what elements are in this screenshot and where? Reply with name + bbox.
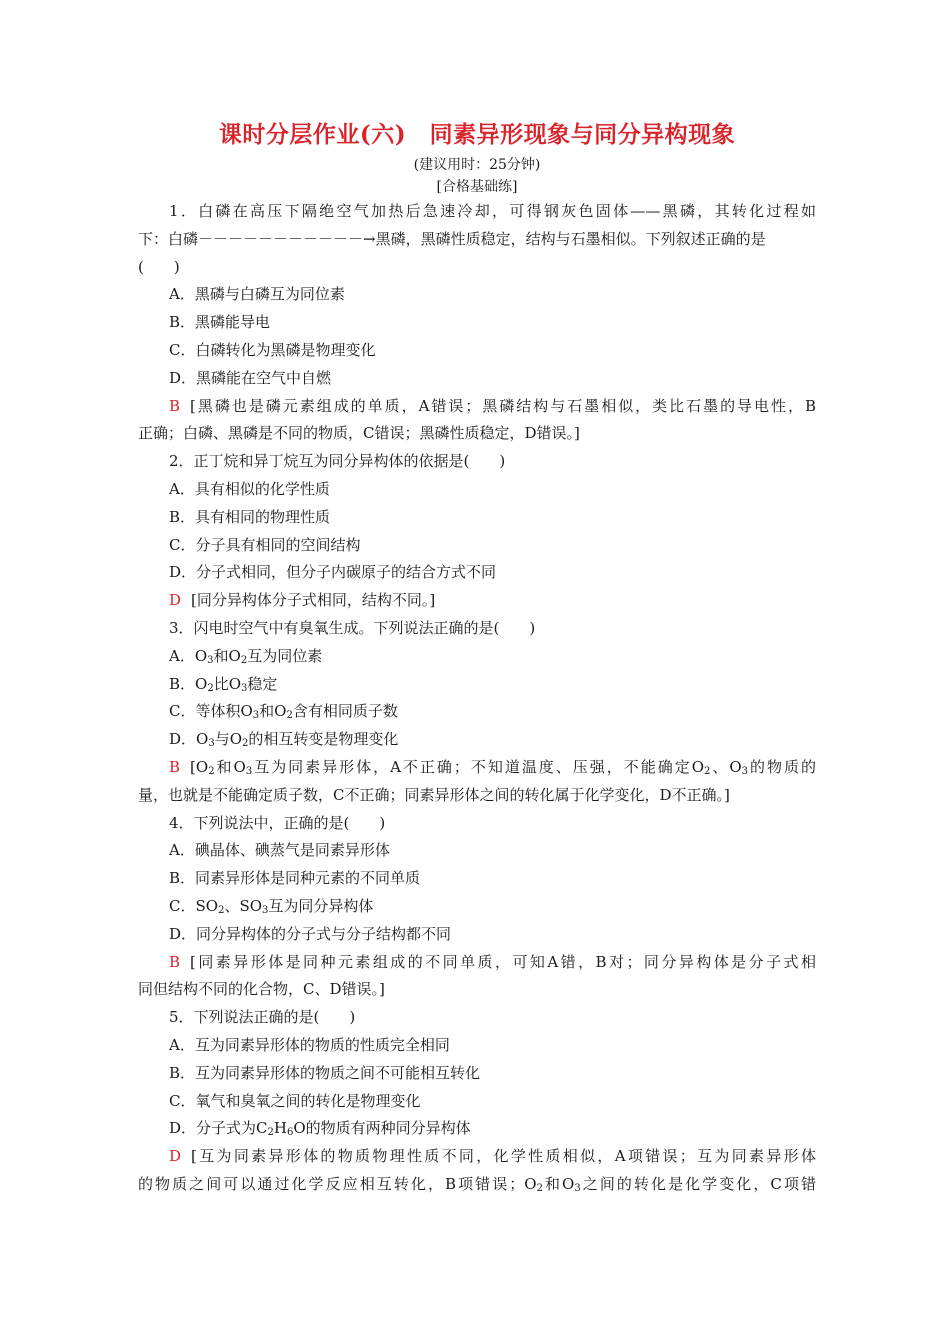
- q4-option-a: A．碘晶体、碘蒸气是同素异形体: [169, 841, 390, 860]
- q3-explanation-text: [$O_2$和$O_3$互为同素异形体，A不正确；不知道温度、压强，不能确定$O_2$、$O_3$的物质的: [190, 757, 816, 777]
- q1-answer: B: [169, 396, 181, 415]
- q4-explanation-text: [同素异形体是同种元素组成的不同单质，可知A错，B对；同分异构体是分子式相: [190, 952, 816, 971]
- q3-explanation-line2: 量，也就是不能确定质子数，C不正确；同素异形体之间的转化属于化学变化，D不正确。]: [138, 785, 730, 804]
- q1-option-c: C．白磷转化为黑磷是物理变化: [169, 340, 376, 359]
- q2-explanation-text: [同分异构体分子式相同，结构不同。]: [191, 591, 436, 610]
- q1-stem-line3: ( ): [138, 257, 180, 276]
- q1-option-b: B．黑磷能导电: [169, 313, 271, 332]
- q3-option-a: A．$O_3$和$O_2$互为同位素: [169, 646, 323, 666]
- q5-answer: D: [169, 1147, 182, 1166]
- q3-option-c: C．等体积$O_3$和$O_2$含有相同质子数: [169, 702, 398, 722]
- q2-answer: D: [169, 591, 182, 610]
- q5-stem: 5．下列说法正确的是( ): [169, 1008, 356, 1027]
- q2-option-c: C．分子具有相同的空间结构: [169, 535, 361, 554]
- q5-option-b: B．互为同素异形体的物质之间不可能相互转化: [169, 1063, 481, 1082]
- q2-option-a: A．具有相似的化学性质: [169, 479, 330, 498]
- q1-stem-line2: 下：白磷－－－－－－－－－－－→黑磷，黑磷性质稳定，结构与石墨相似。下列叙述正确的是: [138, 229, 766, 248]
- q1-explanation-line1: [138, 393, 816, 421]
- q4-explanation-line1: [138, 949, 816, 977]
- q5-option-a: A．互为同素异形体的物质的性质完全相同: [169, 1035, 450, 1054]
- q5-explanation-text: [互为同素异形体的物质物理性质不同，化学性质相似，A项错误；互为同素异形体: [191, 1147, 816, 1166]
- q3-option-d: D．$O_3$与$O_2$的相互转变是物理变化: [169, 730, 399, 750]
- q4-option-d: D．同分异构体的分子式与分子结构都不同: [169, 924, 452, 943]
- q3-answer: B: [169, 757, 181, 776]
- q2-option-b: B．具有相同的物理性质: [169, 507, 331, 526]
- q1-option-a: A．黑磷与白磷互为同位素: [169, 285, 345, 304]
- q5-option-d: D．分子式为$C_2H_6O$的物质有两种同分异构体: [169, 1119, 471, 1139]
- q1-explanation-line2: 正确；白磷、黑磷是不同的物质，C错误；黑磷性质稳定，D错误。]: [138, 424, 580, 443]
- q3-stem: 3．闪电时空气中有臭氧生成。下列说法正确的是( ): [169, 618, 536, 637]
- q5-option-c: C．氧气和臭氧之间的转化是物理变化: [169, 1091, 421, 1110]
- document-page: [138, 118, 816, 1199]
- q2-stem: 2．正丁烷和异丁烷互为同分异构体的依据是( ): [169, 452, 506, 471]
- q2-option-d: D．分子式相同，但分子内碳原子的结合方式不同: [169, 563, 497, 582]
- q3-option-b: B．$O_2$比$O_3$稳定: [169, 674, 278, 694]
- q1-stem-line1: 1．白磷在高压下隔绝空气加热后急速冷却，可得钢灰色固体——黑磷，其转化过程如: [169, 202, 816, 220]
- section-heading: [合格基础练]: [436, 179, 518, 195]
- q4-option-c: C．$SO_2$、$SO_3$互为同分异构体: [169, 896, 374, 916]
- q2-explanation: [138, 587, 816, 615]
- time-note: (建议用时：25分钟): [413, 157, 541, 173]
- q1-option-d: D．黑磷能在空气中自燃: [169, 368, 332, 387]
- q1-explanation-text: [黑磷也是磷元素组成的单质，A错误；黑磷结构与石墨相似，类比石墨的导电性，B: [190, 396, 816, 415]
- q3-explanation-line1: [138, 754, 816, 782]
- q4-option-b: B．同素异形体是同种元素的不同单质: [169, 869, 421, 888]
- page-title: 课时分层作业(六) 同素异形现象与同分异构现象: [218, 121, 736, 148]
- q5-explanation-line2: 的物质之间可以通过化学反应相互转化，B项错误；$O_2$和$O_3$之间的转化是化学变化，C项错: [138, 1174, 816, 1194]
- q4-stem: 4．下列说法中，正确的是( ): [169, 813, 386, 832]
- q4-answer: B: [169, 952, 181, 971]
- q4-explanation-line2: 同但结构不同的化合物，C、D错误。]: [138, 980, 385, 999]
- q5-explanation-line1: [138, 1143, 816, 1171]
